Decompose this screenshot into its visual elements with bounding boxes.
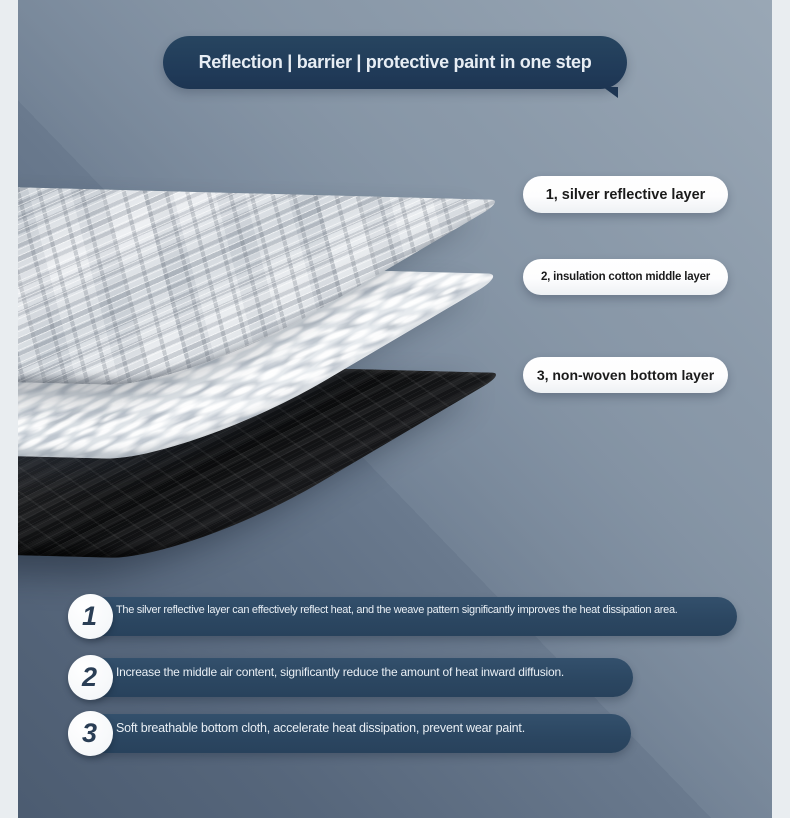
page-title: Reflection | barrier | protective paint in one step <box>198 52 592 72</box>
left-margin-strip <box>0 0 18 818</box>
feature-text-2: Increase the middle air content, significantly reduce the amount of heat inward diffusion. <box>116 665 565 679</box>
title-banner <box>163 36 627 89</box>
feature-number-badge-2 <box>68 655 113 700</box>
feature-number-badge-1 <box>68 594 113 639</box>
feature-number-3: 3 <box>81 718 98 748</box>
feature-text-1: The silver reflective layer can effectively reflect heat, and the weave pattern significantly improves the heat dissipation area. <box>116 604 678 616</box>
layer-label-pill-3 <box>523 357 728 393</box>
feature-bar-3 <box>80 714 631 753</box>
feature-number-1: 1 <box>81 601 98 631</box>
feature-bar-1 <box>80 597 737 636</box>
feature-text-3: Soft breathable bottom cloth, accelerate heat dissipation, prevent wear paint. <box>116 721 525 735</box>
feature-number-2: 2 <box>81 662 98 692</box>
layer-label-text-1: 1, silver reflective layer <box>545 186 706 203</box>
layer-label-text-2: 2, insulation cotton middle layer <box>540 271 711 283</box>
layer-label-pill-2 <box>523 259 728 295</box>
layer-label-text-3: 3, non-woven bottom layer <box>536 367 715 383</box>
feature-bar-2 <box>80 658 633 697</box>
layer-label-pill-1 <box>523 176 728 213</box>
feature-number-badge-3 <box>68 711 113 756</box>
banner-tail-shape <box>603 87 618 98</box>
right-margin-strip <box>772 0 790 818</box>
